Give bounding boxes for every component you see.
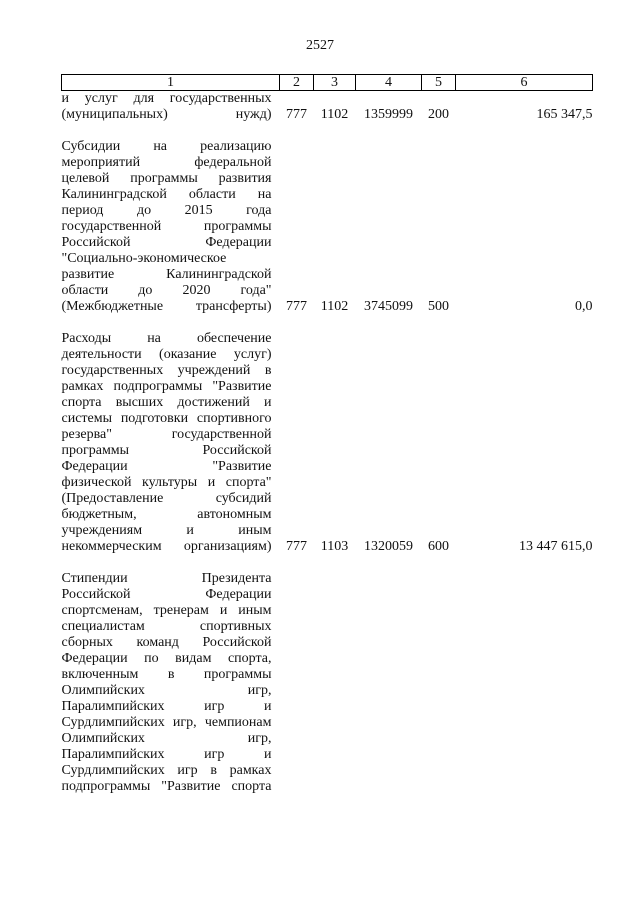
table-row	[62, 91, 593, 124]
description-line: период до 2015 года	[61, 203, 272, 218]
cell-target-code: 1320059	[364, 539, 413, 554]
row-description	[62, 91, 280, 124]
description-line: рамках подпрограммы "Развитие	[61, 379, 272, 394]
description-line: мероприятий федеральной	[61, 155, 272, 170]
description-line: (Предоставление субсидий	[61, 491, 272, 506]
cell-ministry-code	[280, 571, 314, 795]
description-line: Паралимпийских игр и	[61, 699, 272, 714]
cell-section-code: 1103	[320, 539, 349, 554]
description-line: системы подготовки спортивного	[61, 411, 272, 426]
description-line: Паралимпийских игр и	[61, 747, 272, 762]
description-line: Субсидии на реализацию	[61, 139, 272, 154]
description-line: программы Российской	[61, 443, 272, 458]
description-line: физической культуры и спорта"	[61, 475, 272, 490]
header-col-1: 1	[62, 75, 280, 91]
cell-section-code: 1102	[320, 107, 349, 122]
description-line: некоммерческим организациям)	[61, 539, 272, 554]
cell-target-code: 3745099	[364, 299, 413, 314]
description-line: Российской Федерации	[61, 587, 272, 602]
header-col-2: 2	[280, 75, 314, 91]
cell-expense-type: 200	[428, 107, 449, 122]
cell-amount: 13 447 615,0	[519, 539, 593, 554]
cell-amount: 165 347,5	[536, 107, 593, 122]
description-line: спортсменам, тренерам и иным	[61, 603, 272, 618]
row-description	[62, 571, 280, 795]
description-line: Федерации "Развитие	[61, 459, 272, 474]
description-line: области до 2020 года"	[61, 283, 272, 298]
description-line: сборных команд Российской	[61, 635, 272, 650]
table-row	[62, 331, 593, 555]
description-line: (муниципальных) нужд)	[61, 107, 272, 122]
description-line: бюджетным, автономным	[61, 507, 272, 522]
description-line: Стипендии Президента	[61, 571, 272, 586]
cell-target-code	[356, 571, 422, 795]
description-line: подпрограммы "Развитие спорта	[61, 779, 272, 794]
header-col-6: 6	[456, 75, 593, 91]
description-line: и услуг для государственных	[61, 91, 272, 106]
description-line: Федерации по видам спорта,	[61, 651, 272, 666]
table-row	[62, 139, 593, 315]
cell-amount	[456, 571, 593, 795]
description-line: государственной программы	[61, 219, 272, 234]
description-line: "Социально-экономическое	[61, 251, 227, 266]
description-line: специалистам спортивных	[61, 619, 272, 634]
row-description	[62, 139, 280, 315]
description-line: государственных учреждений в	[61, 363, 272, 378]
cell-section-code	[314, 571, 356, 795]
cell-ministry-code: 777	[286, 299, 307, 314]
description-line: Олимпийских игр,	[61, 731, 272, 746]
row-description	[62, 331, 280, 555]
header-col-4: 4	[356, 75, 422, 91]
description-line: целевой программы развития	[61, 171, 272, 186]
cell-section-code: 1102	[320, 299, 349, 314]
cell-expense-type: 500	[428, 299, 449, 314]
description-line: резерва" государственной	[61, 427, 272, 442]
description-line: Сурдлимпийских игр, чемпионам	[61, 715, 272, 730]
row-spacer	[62, 123, 593, 139]
description-line: Сурдлимпийских игр в рамках	[61, 763, 272, 778]
description-line: спорта высших достижений и	[61, 395, 272, 410]
table-row	[62, 571, 593, 795]
description-line: Калининградской области на	[61, 187, 272, 202]
description-line: Расходы на обеспечение	[61, 331, 272, 346]
header-col-3: 3	[314, 75, 356, 91]
description-line: включенным в программы	[61, 667, 272, 682]
description-line: учреждениям и иным	[61, 523, 272, 538]
cell-amount: 0,0	[575, 299, 593, 314]
description-line: развитие Калининградской	[61, 267, 272, 282]
description-line: Олимпийских игр,	[61, 683, 272, 698]
description-line: деятельности (оказание услуг)	[61, 347, 272, 362]
description-line: (Межбюджетные трансферты)	[61, 299, 272, 314]
budget-table	[61, 74, 593, 795]
cell-expense-type	[422, 571, 456, 795]
page-number: 2527	[306, 38, 334, 53]
header-col-5: 5	[422, 75, 456, 91]
header-row	[62, 75, 593, 91]
cell-ministry-code: 777	[286, 539, 307, 554]
row-spacer	[62, 555, 593, 571]
description-line: Российской Федерации	[61, 235, 272, 250]
cell-target-code: 1359999	[364, 107, 413, 122]
cell-ministry-code: 777	[286, 107, 307, 122]
cell-expense-type: 600	[428, 539, 449, 554]
row-spacer	[62, 315, 593, 331]
